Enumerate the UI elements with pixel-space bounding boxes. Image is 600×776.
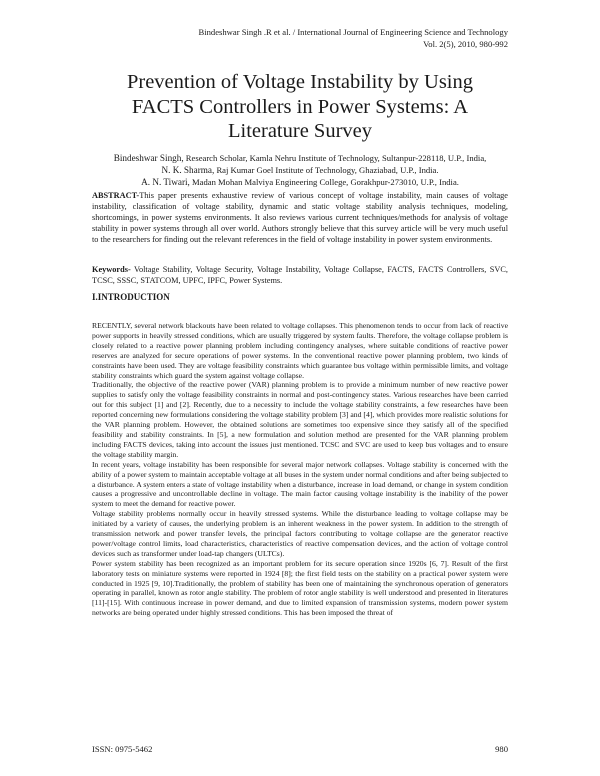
title-line-2: FACTS Controllers in Power Systems: A	[131, 95, 469, 118]
author-name: N. K. Sharma,	[161, 165, 215, 175]
running-head-volume: Vol. 2(5), 2010, 980-992	[423, 39, 508, 49]
author-line	[70, 164, 530, 176]
abstract-label: ABSTRACT-	[92, 191, 140, 200]
keywords-text: Voltage Stability, Voltage Security, Voltage Instability, Voltage Collapse, FACTS, FACTS Controllers, SVC, TCSC, SSSC, STATCOM, UPFC, IPFC, Power Systems.	[92, 265, 508, 286]
body-paragraph: Traditionally, the objective of the reactive power (VAR) planning problem is to provide a minimum number of new reactive power supplies to satisfy only the voltage feasibility constraints in normal and post-contingency states. Various researches have been carried out for this subject [1] and [2]. Recently, due to a necessity to include the voltage stability constraints, a few researches have been reported concerning new formulations considering the voltage stability problem [3] and [4], which provides more realistic solutions for the VAR planning problem. However, the obtained solutions are sometimes too expensive since they satisfy all of the specified feasibility and stability constraints. In [5], a new formulation and solution method are presented for the VAR planning problem including FACTS devices, taking into account the issues just mentioned. TCSC and SVC are used to keep bus voltages and to ensure the voltage stability margin.	[92, 380, 508, 459]
author-name: Bindeshwar Singh,	[113, 153, 184, 163]
author-affiliation: Raj Kumar Goel Institute of Technology, Ghaziabad, U.P., India.	[214, 165, 439, 175]
body-paragraph: RECENTLY, several network blackouts have been related to voltage collapses. This phenomenon tends to occur from lack of reactive power supports in heavily stressed conditions, which are usually triggered by system faults. Therefore, the voltage collapse problem is closely related to a reactive power planning problem including contingency analyses, where suitable conditions of reactive power reserves are analyzed for secure operations of power systems. In the conventional reactive power planning problem, two kinds of constraints have been used. They are voltage feasibility constraints which guarantee bus voltage within permissible limits, and voltage stability constraints which guard the system against voltage collapse.	[92, 321, 508, 380]
keywords	[92, 264, 508, 286]
body-paragraph: Voltage stability problems normally occur in heavily stressed systems. While the disturbance leading to voltage collapse may be initiated by a variety of causes, the underlying problem is an inherent weakness in the power system. In addition to the strength of transmission network and power transfer levels, the principal factors contributing to voltage collapse are the generator reactive power/voltage control limits, load characteristics, characteristics of reactive compensation devices, and the action of voltage control devices such as transformer under load-tap changers (ULTCs).	[92, 509, 508, 558]
author-name: A. N. Tiwari,	[141, 177, 190, 187]
abstract	[92, 190, 508, 245]
running-head	[88, 26, 508, 50]
body-paragraph: In recent years, voltage instability has been responsible for several major network collapses. Voltage stability is concerned with the ability of a power system to maintain acceptable voltage at all buses in the system under normal conditions and after being subjected to a disturbance. A system enters a state of voltage instability when a disturbance, increase in load demand, or change in system condition causes a progressive and uncontrollable decline in voltage. The main factor causing voltage instability is the inability of the power system to meet the demand for reactive power.	[92, 459, 508, 509]
author-affiliation: Madan Mohan Malviya Engineering College, Gorakhpur-273010, U.P., India.	[189, 177, 459, 187]
body-paragraph: Power system stability has been recognized as an important problem for its secure operation since 1920s [6, 7]. Result of the first laboratory tests on miniature systems were reported in 1924 [8]; the first field tests on the stability on a practical power system were conducted in 1925 [9, 10].Traditionally, the problem of stability has been one of maintaining the synchronous operation of generators operating in parallel, known as rotor angle stability. The problem of rotor angle stability is well understood and presented in literatures [11]-[15]. With continuous increase in power demand, and due to limited expansion of transmission systems, modern power system networks are being operated under highly stressed conditions. This has been imposed the threat of	[92, 558, 508, 618]
author-line	[70, 152, 530, 164]
keywords-label: Keywords-	[92, 265, 131, 274]
introduction-body	[92, 321, 508, 618]
abstract-text: This paper presents exhaustive review of various concept of voltage instability, main causes of voltage instability, classification of voltage stability, dynamic and static voltage stability analysis techniques, modeling, shortcomings, in power systems environments. It also reviews various current techniques/methods for analysis of voltage stability in power systems through all over world. Authors strongly believe that this survey article will be very much useful to the researchers for finding out the relevant references in the field of voltage instability in power system environments.	[92, 191, 508, 245]
paper-title	[60, 70, 540, 144]
title-line-3: Literature Survey	[227, 120, 372, 142]
author-line	[70, 176, 530, 188]
running-head-citation: Bindeshwar Singh .R et al. / International Journal of Engineering Science and Technology	[198, 27, 508, 37]
title-line-1: Prevention of Voltage Instability by Using	[126, 71, 473, 93]
footer-page-number: 980	[495, 744, 508, 754]
section-heading: I.INTRODUCTION	[92, 292, 170, 302]
author-affiliation: Research Scholar, Kamla Nehru Institute of Technology, Sultanpur-228118, U.P., India,	[183, 153, 487, 163]
author-block	[70, 152, 530, 188]
footer-issn: ISSN: 0975-5462	[92, 744, 153, 754]
